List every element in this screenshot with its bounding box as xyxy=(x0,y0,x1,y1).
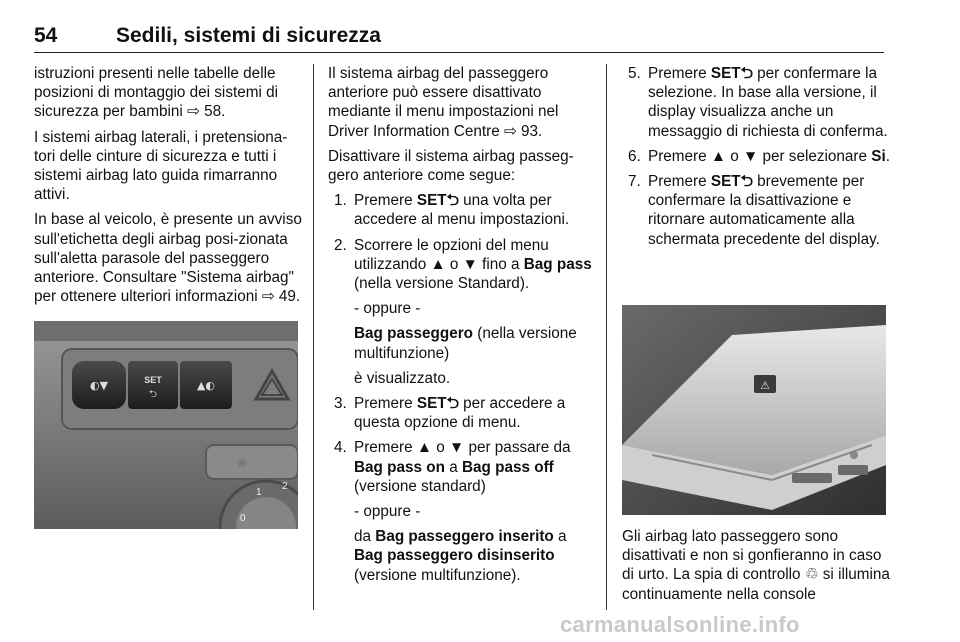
menu-option: Bag passeggero disinserito xyxy=(354,547,555,565)
set-return-icon: ⮌ xyxy=(148,389,158,400)
list-item xyxy=(328,438,596,584)
set-button-label: SET xyxy=(144,375,162,385)
menu-option: Bag pass on xyxy=(354,458,445,476)
paragraph: In base al veicolo, è presente un avviso sull'etichetta degli airbag posi-zionata sull'aletta parasole del passeggero anteriore. Consultare "Sistema airbag" per ottenere ulteriori informazioni ⇨ 49. xyxy=(34,211,302,306)
list-item xyxy=(328,394,596,432)
svg-text:▲◐: ▲◐ xyxy=(196,379,216,392)
menu-option: Bag pass xyxy=(523,255,592,273)
svg-text:⚠: ⚠ xyxy=(760,379,770,392)
svg-text:◐▼: ◐▼ xyxy=(89,379,109,392)
or-separator: - oppure - xyxy=(354,300,421,318)
step-number: 4. xyxy=(334,439,347,457)
paragraph: Il sistema airbag del passeggero anteriore può essere disattivato mediante il menu impostazioni nel Driver Information Centre ⇨ 93. xyxy=(328,65,559,140)
column-divider xyxy=(606,64,607,610)
step-text: è visualizzato. xyxy=(354,369,451,387)
step-number: 1. xyxy=(334,192,347,210)
step-text: Premere xyxy=(354,395,417,413)
list-item xyxy=(328,236,596,388)
watermark-text: carmanualsonline.info xyxy=(560,612,800,637)
step-text: una volta per accedere al menu impostazioni. xyxy=(354,192,570,229)
set-symbol: SET⮌ xyxy=(416,395,459,413)
step-text: Premere ▲ o ▼ per selezionare xyxy=(648,147,872,165)
column-divider xyxy=(313,64,314,610)
step-text: a xyxy=(444,458,462,476)
menu-option: Bag passeggero xyxy=(354,325,474,343)
list-item xyxy=(622,147,890,166)
step-text: da xyxy=(354,528,376,546)
page-header xyxy=(34,22,884,53)
or-separator: - oppure - xyxy=(354,503,421,521)
step-text: Premere xyxy=(648,173,711,191)
menu-option: Bag passeggero inserito xyxy=(375,528,554,546)
set-symbol: SET⮌ xyxy=(416,192,459,210)
list-item xyxy=(622,172,890,249)
step-text: (nella versione multifunzione) xyxy=(354,325,577,362)
step-number: 3. xyxy=(334,395,347,413)
step-text: (versione multifunzione). xyxy=(354,566,521,584)
column-right xyxy=(622,64,890,255)
step-text: Premere xyxy=(648,65,711,82)
instruction-steps xyxy=(622,64,890,249)
page-title: Sedili, sistemi di sicurezza xyxy=(116,24,381,47)
step-text: (versione standard) xyxy=(354,477,486,495)
page-number: 54 xyxy=(34,24,58,47)
instruction-steps xyxy=(328,191,596,585)
step-text: a xyxy=(553,528,567,546)
svg-text:1: 1 xyxy=(256,487,262,498)
svg-text:2: 2 xyxy=(282,481,288,492)
paragraph: Disattivare il sistema airbag passeg-gero anteriore come segue: xyxy=(328,147,574,185)
paragraph: I sistemi airbag laterali, i pretensiona-tori delle cinture di sicurezza e tutti i sistemi airbag lato guida rimarranno attivi. xyxy=(34,128,288,204)
paragraph: Gli airbag lato passeggero sono disattivati e non si gonfieranno in caso di urto. La spia di controllo ♲ si illumina continuamente nella console xyxy=(622,528,890,603)
list-item xyxy=(622,64,890,141)
step-text: per accedere a questa opzione di menu. xyxy=(354,395,566,432)
menu-option: Bag pass off xyxy=(461,458,554,476)
dashboard-buttons-figure xyxy=(34,321,298,529)
step-number: 2. xyxy=(334,236,347,254)
column-middle xyxy=(328,64,596,591)
menu-option: Si xyxy=(871,147,886,165)
set-symbol: SET⮌ xyxy=(710,173,753,191)
list-item xyxy=(328,191,596,229)
step-text: brevemente per confermare la disattivazione e ritornare automaticamente alla schermata precedente del display. xyxy=(648,173,880,248)
set-symbol: SET⮌ xyxy=(710,65,753,82)
step-number: 7. xyxy=(628,173,641,191)
column-left xyxy=(34,64,302,312)
step-text: . xyxy=(885,147,890,165)
svg-text:0: 0 xyxy=(240,513,246,524)
step-number: 6. xyxy=(628,147,641,165)
overhead-console-figure xyxy=(622,305,886,515)
step-text: per confermare la selezione. In base alla versione, il display visualizza anche un messaggio di richiesta di conferma. xyxy=(648,65,888,140)
step-number: 5. xyxy=(628,65,641,82)
closing-paragraph xyxy=(622,527,892,604)
step-text: Scorrere le opzioni del menu utilizzando ▲ o ▼ fino a xyxy=(354,236,549,273)
paragraph: istruzioni presenti nelle tabelle delle posizioni di montaggio dei sistemi di sicurezza per bambini ⇨ 58. xyxy=(34,65,279,121)
svg-text:☼: ☼ xyxy=(236,456,248,470)
step-text: (nella versione Standard). xyxy=(354,275,530,293)
step-text: Premere xyxy=(354,192,417,210)
step-text: Premere ▲ o ▼ per passare da xyxy=(354,439,571,457)
